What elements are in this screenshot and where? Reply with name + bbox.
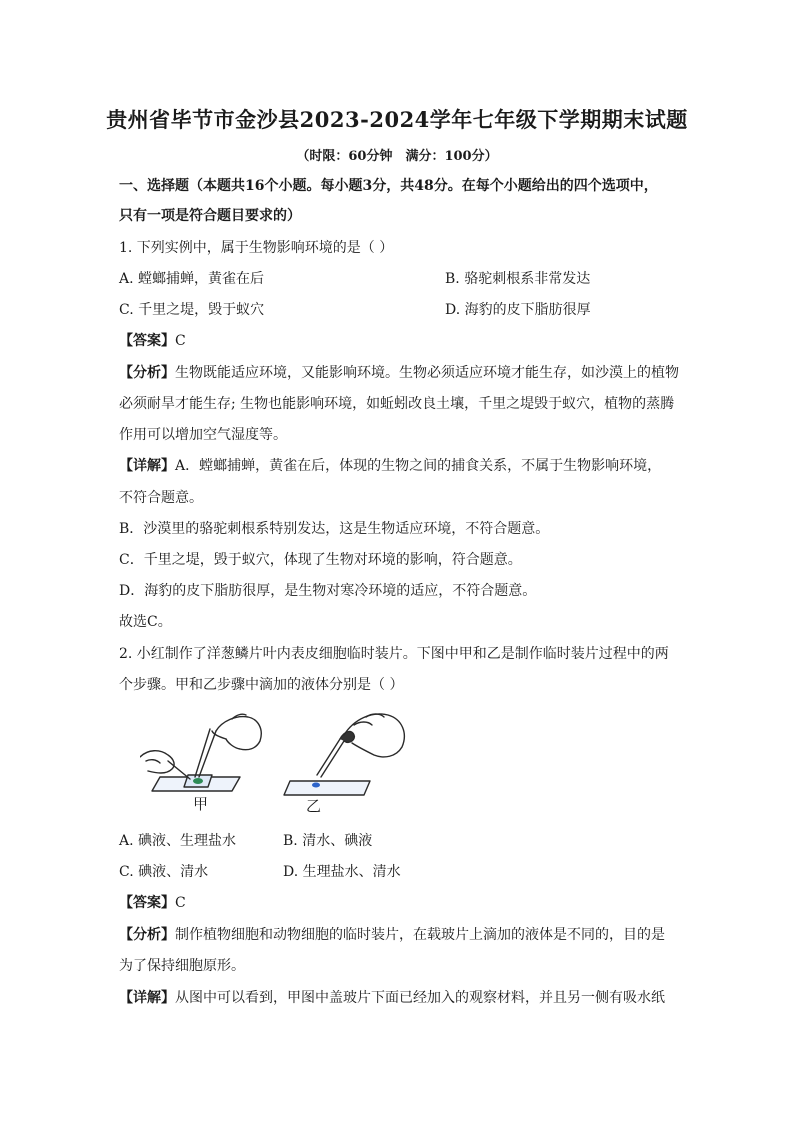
q1-detail-line-3: B．沙漠里的骆驼刺根系特别发达，这是生物适应环境，不符合题意。 [119,521,550,537]
q1-detail-line-2: 不符合题意。 [119,490,203,506]
slide-preparation-illustration [140,705,420,820]
q2-analysis-line-1 [119,925,665,945]
q2-option-c: C. 碘液、清水 [119,864,209,880]
q1-option-d: D. 海豹的皮下脂肪很厚 [445,302,591,318]
detail-text: 从图中可以看到，甲图中盖玻片下面已经加入的观察材料，并且另一侧有吸水纸 [175,990,665,1006]
section-heading: 一、选择题（本题共16个小题。每小题3分，共48分。在每个小题给出的四个选项中， [119,178,658,194]
q2-detail-line-1 [119,988,665,1008]
q1-detail-line-5: D．海豹的皮下脂肪很厚，是生物对寒冷环境的适应，不符合题意。 [119,583,537,599]
q1-option-a: A. 螳螂捕蝉，黄雀在后 [119,271,265,287]
question-2-stem-line-1: 2. 小红制作了洋葱鳞片叶内表皮细胞临时装片。下图中甲和乙是制作临时装片过程中的两 [119,646,669,662]
analysis-text: 生物既能适应环境，又能影响环境。生物必须适应环境才能生存，如沙漠上的植物 [175,365,679,381]
section-heading-continued: 只有一项是符合题目要求的） [119,208,301,224]
q1-option-b: B. 骆驼刺根系非常发达 [445,271,591,287]
figure-label-yi: 乙 [306,797,322,815]
analysis-tag: 【分析】 [119,365,175,381]
question-2-stem-line-2: 个步骤。甲和乙步骤中滴加的液体分别是（ ） [119,677,404,693]
answer-value: C [175,333,186,349]
detail-tag: 【详解】 [119,458,175,474]
panel-jia-drawing [140,714,261,791]
analysis-tag: 【分析】 [119,927,175,943]
q1-detail-line-6: 故选C。 [119,614,172,630]
q2-answer [119,893,186,913]
detail-tag: 【详解】 [119,990,175,1006]
analysis-text: 制作植物细胞和动物细胞的临时装片，在载玻片上滴加的液体是不同的，目的是 [175,927,665,943]
q1-answer [119,331,186,351]
answer-value: C [175,895,186,911]
page-title: 贵州省毕节市金沙县2023-2024学年七年级下学期期末试题 [106,107,688,132]
q1-detail-line-1 [119,456,661,476]
q2-option-b: B. 清水、碘液 [283,833,373,849]
panel-yi-drawing [284,714,404,795]
question-1-stem: 1. 下列实例中，属于生物影响环境的是（ ） [119,240,394,256]
answer-tag: 【答案】 [119,895,175,911]
q1-analysis-line-3: 作用可以增加空气湿度等。 [119,427,287,443]
page-subtitle: （时限：60分钟 满分：100分） [296,149,498,164]
detail-text: A．螳螂捕蝉，黄雀在后，体现的生物之间的捕食关系，不属于生物影响环境， [175,458,662,474]
q1-analysis-line-2: 必须耐旱才能生存; 生物也能影响环境，如蚯蚓改良土壤，千里之堤毁于蚁穴，植物的蒸腾 [119,396,675,412]
q2-figure [140,705,420,820]
q2-analysis-line-2: 为了保持细胞原形。 [119,958,245,974]
figure-label-jia: 甲 [193,795,209,813]
q2-option-d: D. 生理盐水、清水 [283,864,401,880]
answer-tag: 【答案】 [119,333,175,349]
q1-detail-line-4: C．千里之堤，毁于蚁穴，体现了生物对环境的影响，符合题意。 [119,552,522,568]
q1-analysis-line-1 [119,363,679,383]
q1-option-c: C. 千里之堤，毁于蚁穴 [119,302,265,318]
q2-option-a: A. 碘液、生理盐水 [119,833,237,849]
